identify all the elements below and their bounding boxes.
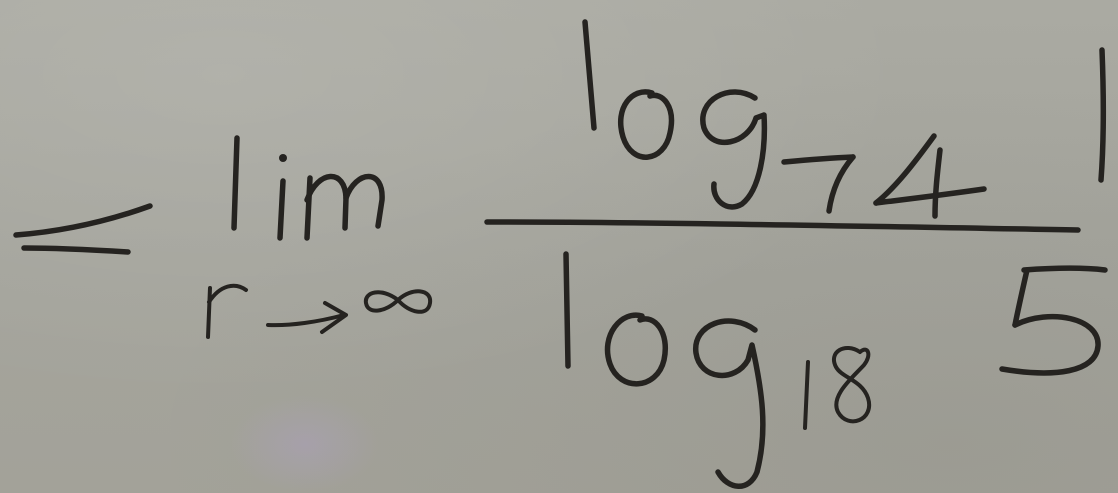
limit-subscript <box>208 286 430 337</box>
lim-operator <box>234 138 382 238</box>
denominator <box>566 254 1105 486</box>
numerator <box>585 22 1103 216</box>
fraction-bar <box>487 222 1078 230</box>
equals-sign <box>16 206 150 252</box>
